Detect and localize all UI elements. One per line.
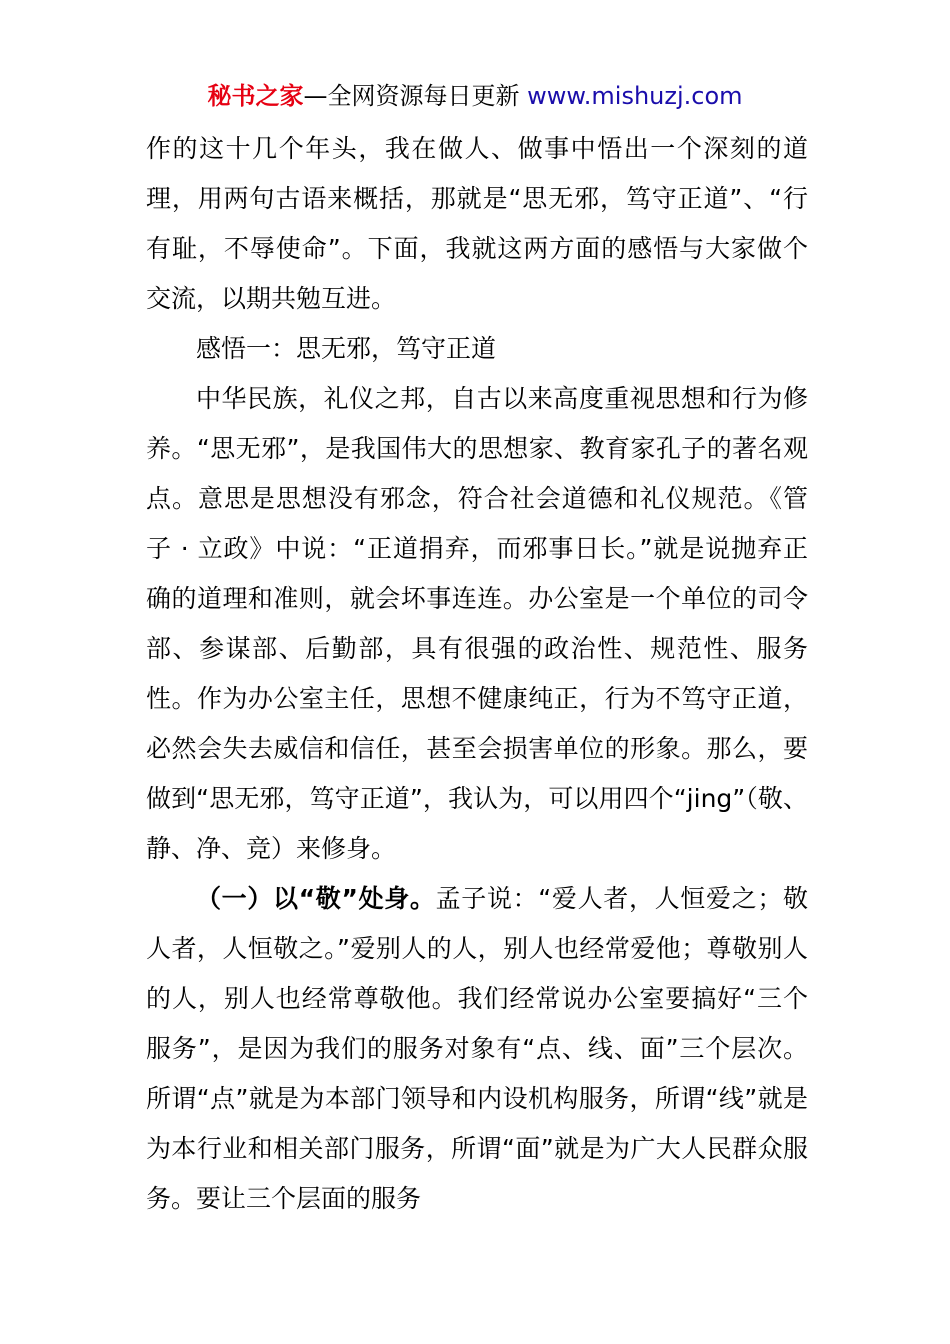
intro-paragraph: 作的这十几个年头，我在做人、做事中悟出一个深刻的道理，用两句古语来概括，那就是“思无邪，笃守正道”、“行有耻，不辱使命”。下面，我就这两方面的感悟与大家做个交流，以期共勉互进。 — [146, 134, 808, 313]
subsection-paragraph-1 — [146, 874, 808, 1224]
site-url[interactable]: www.mishuzj.com — [527, 82, 743, 110]
section-title: 感悟一：思无邪，笃守正道 — [196, 334, 497, 363]
subsection-body-1: 孟子说：“爱人者，人恒爱之；敬人者，人恒敬之。”爱别人的人，别人也经常爱他；尊敬别人的人，别人也经常尊敬他。我们经常说办公室要搞好“三个服务”，是因为我们的服务对象有“点、线、面”三个层次。所谓“点”就是为本部门领导和内设机构服务，所谓“线”就是为本行业和相关部门服务，所谓“面”就是为广大人民群众服务。要让三个层面的服务 — [146, 884, 808, 1213]
subsection-heading-1: （一）以“敬”处身。 — [196, 884, 436, 913]
body-paragraph-1: 中华民族，礼仪之邦，自古以来高度重视思想和行为修养。“思无邪”，是我国伟大的思想家、教育家孔子的著名观点。意思是思想没有邪念，符合社会道德和礼仪规范。《管子 · 立政》中说：“正道捐弃，而邪事日长。”就是说抛弃正确的道理和准则，就会坏事连连。办公室是一个单位的司令部、参谋部、后勤部，具有很强的政治性、规范性、服务性。作为办公室主任，思想不健康纯正，行为不笃守正道，必然会失去威信和信任，甚至会损害单位的形象。那么，要做到“思无邪，笃守正道”，我认为，可以用四个“jing”（敬、静、净、竞）来修身。 — [146, 384, 808, 863]
document-body — [146, 124, 808, 1224]
site-brand: 秘书之家 — [207, 82, 304, 110]
site-tagline: —全网资源每日更新 — [303, 82, 528, 110]
page-header — [0, 80, 950, 112]
